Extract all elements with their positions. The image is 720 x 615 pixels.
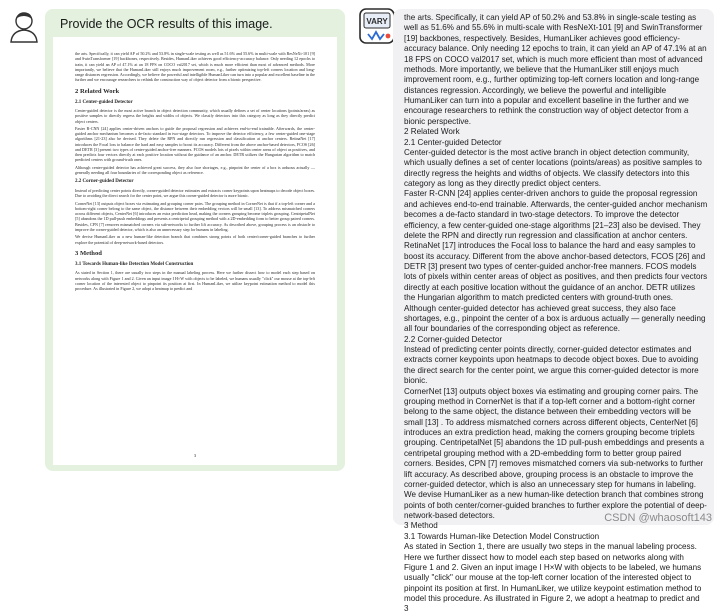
paper-paragraph: Faster R-CNN [24] applies center-driven anchors to guide the proposal regression and achieves end-to-end trainable. Afterwards, the center-guided anchor mechanism becomes a de-facto standard in two-stage detectors. To improve the detector efficiency, a few center-guided one-stage algorithms [21-23] also be devised. They delete the RPN and directly run regression and classification at anchor centers. RetinaNet [17] introduces the Focal loss to balance the hard and easy samples to boost its accuracy. Different from the above anchor-based detectors, FCOS [26] and DETR [3] present two types of center-guided anchor-free manners. FCOS models lots of pixels within center areas of object as positives, and then predicts four vectors directly at each positive location without the guidance of an anchor. DETR utilizes the Hungarian algorithm to match predicted centers with ground-truth ones. [75,125,315,163]
paper-paragraph: Although center-guided detector has achieved great success, they also face shortages, e.g., pinpoint the center of a box is arduous actually — generally needing all four boundaries of the corresponding object as reference. [75,164,315,176]
user-avatar [6,8,42,44]
ocr-result-text [404,13,708,615]
user-avatar-icon [6,8,42,44]
ocr-line: 3 Method [404,521,438,531]
paper-subheading: 2.1 Center-guided Detector [75,99,133,105]
ocr-line: As stated in Section 1, there are usually two steps in the manual labeling process. Here we further dissect how to model each step based on networks along with Figure 1 and 2. Given an input image I H×W with objects to be labeled, we humans usually "click" our mouse at the top-left corner location of the interested object to pinpoint its position at first. In HumanLiker, we utilize keypoint estimation method to model this procedure. As illustrated in Figure 2, we adopt a heatmap to predict and [404,542,702,603]
paper-paragraph: We devise HumanLiker as a new human-like detection branch that combines strong points of both center/corner-guided branches to further explore the potential of deep-network-based detectors. [75,234,315,245]
paper-paragraph: Instead of predicting center points directly, corner-guided detector estimates and extracts corner keypoints upon heatmaps to decode object boxes. Due to avoiding the direct search for the center point, we argue this corner-guided detector is more bionic. [75,187,315,199]
bot-avatar [359,8,395,44]
ocr-line: 2 Related Work [404,127,460,137]
ocr-line: 2.1 Center-guided Detector [404,137,502,147]
ocr-line: Faster R-CNN [24] applies center-driven anchors to guide the proposal regression and achieves end-to-end trainable. Afterwards, the center-guided anchor mechanism becomes a de-facto standard in two-stage detectors. To improve the detector efficiency, a few center-guided one-stage algorithms [21–23] also be devised. They delete the RPN and directly run regression and classification at anchor centers. RetinaNet [17] introduces the Focal loss to balance the hard and easy samples to boost its accuracy. Different from the above anchor-based detectors, FCOS [26] and DETR [3] present two types of center-guided anchor-free manners. FCOS models lots of pixels within center areas of object as positives, and then predicts four vectors directly at each positive location without the guidance of an anchor. DETR utilizes the Hungarian algorithm to match predicted centers with ground-truth ones. [404,189,708,303]
ocr-line: 3 [404,604,409,614]
ocr-line: CornerNet [13] outputs object boxes via estimating and grouping corner pairs. The grouping method in CornerNet is that if a top-left corner and a bottom-right corner belong to the same object, the distance between their embedding vectors will be small [13] . To address mismatched corners across different objects, CenterNet [6] introduces an extra prediction head, making the corners grouping become triplets grouping. CentripetalNet [5] abandons the 1D pull-push embeddings and presents a centripetal grouping method with a 2D-embedding form to better group paired corners. Besides, CPN [7] removes mismatched corners via sub-networks to further lift accuracy. As described above, grouping process is an obstacle to improve the corner-guided detector, which is also an unnecessary step for humans in labeling. [404,386,705,489]
paper-page-number: 3 [193,453,197,458]
paper-subheading: 2.2 Corner-guided Detector [75,179,134,185]
ocr-line: the arts. Specifically, it can yield AP of 50.2% and 53.8% in single-scale testing as well as 51.6% and 55.6% in multi-scale with ResNeXt-101 [9] and SwinTransformer [19] backbones, respectively. Besides, HumanLiker achieves good efficiency-accuracy balance. Only needing 12 epochs to train, it can yield an AP of 47.1% at an 18 FPS on COCO val2017 set, which is much more efficient than most of advanced methods. More importantly, we believe that the HumanLiker still enjoys much improvement room, e.g., further optimizing top-left corners location and long-range distances regression. Accordingly, we believe the powerful and intelligible HumanLiker can turn into a popular and excellent baseline in the further and we encourage researchers to rethink the construction way of object detector from a bionic perspective. [404,13,707,126]
ocr-line: 3.1 Towards Human-like Detection Model Construction [404,531,600,541]
paper-paragraph: Center-guided detector is the most active branch in object detection community, which usually defines a set of center locations (points/areas) as positive samples to directly regress the heights and widths of objects. We classify detectors into this category as long as they directly predict object centers. [75,108,315,124]
bot-response [393,9,714,614]
bot-logo-icon [359,8,395,44]
bot-logo-text: VARY [366,17,388,26]
ocr-line: We devise HumanLiker as a new human-like detection branch that combines strong points of both center/corner-guided branches to further explore the potential of deep-network-based detectors. [404,490,707,520]
user-message [45,9,345,471]
ocr-line: Although center-guided detector has achieved great success, they also face shortages, e.g., pinpoint the center of a box is arduous actually — generally needing all four boundaries of the corresponding object as reference. [404,303,706,334]
paper-heading: 2 Related Work [75,87,120,95]
ocr-line: Center-guided detector is the most active branch in object detection community, which usually defines a set of center locations (points/areas) as positive samples to directly regress the heights and widths of objects. We classify detectors into this category as long as they directly predict object centers. [404,147,702,188]
watermark: CSDN @whaosoft143 [604,512,712,524]
paper-heading: 3 Method [75,249,102,257]
paper-paragraph: the arts. Specifically, it can yield AP of 50.2% and 53.8% in single-scale testing as well as 51.6% and 55.6% in multi-scale with ResNeXt-101 [9] and SwinTransformer [19] backbones, respectively. Besides, HumanLiker achieves good efficiency-accuracy balance. Only needing 12 epochs to train, it can yield an AP of 47.1% at an 18 FPS on COCO val2017 set, which is much more efficient than most of advanced methods. More importantly, we believe that the HumanLiker still enjoys much improvement room, e.g., further optimizing top-left corners location and long-range distances regression. Accordingly, we believe the powerful and intelligible HumanLiker can turn into a popular and excellent baseline in the further and we encourage researchers to rethink the construction way of object detector from a bionic perspective. [75,51,315,83]
attached-paper-image[interactable] [53,37,337,465]
ocr-line: Instead of predicting center points directly, corner-guided detector estimates and extracts corner keypoints upon heatmaps to decode object boxes. Due to avoiding the direct search for the center point, we argue this corner-guided detector is more bionic. [404,345,699,386]
paper-paragraph: CornerNet [13] outputs object boxes via estimating and grouping corner pairs. The grouping method in CornerNet is that if a top-left corner and a bottom-right corner belong to the same object, the distance between their embedding vectors will be small [13]. To address mismatched corners across different objects, CenterNet [6] introduces an extra prediction head, making the corners grouping become triplets grouping. CentripetalNet [5] abandons the 1D pull-push embeddings and presents a centripetal grouping method with a 2D-embedding form to better group paired corners. Besides, CPN [7] removes mismatched corners via sub-networks to further lift accuracy. As described above, grouping process is an obstacle to improve the corner-guided detector, which is also an unnecessary step for humans in labeling. [75,200,315,232]
paper-paragraph: As stated in Section 1, there are usually two steps in the manual labeling process. Here we further dissect how to model each step based on networks along with Figure 1 and 2. Given an input image I H×W with objects to be labeled, we humans usually "click" our mouse at the top-left corner location of the interested object to pinpoint its position at first. In HumanLiker, we utilize keypoint estimation method to model this procedure. As illustrated in Figure 2, we adopt a heatmap to predict and [75,270,315,291]
prompt-text: Provide the OCR results of this image. [60,17,273,31]
paper-subheading: 3.1 Towards Human-like Detection Model Construction [75,261,194,267]
ocr-line: 2.2 Corner-guided Detector [404,334,503,344]
